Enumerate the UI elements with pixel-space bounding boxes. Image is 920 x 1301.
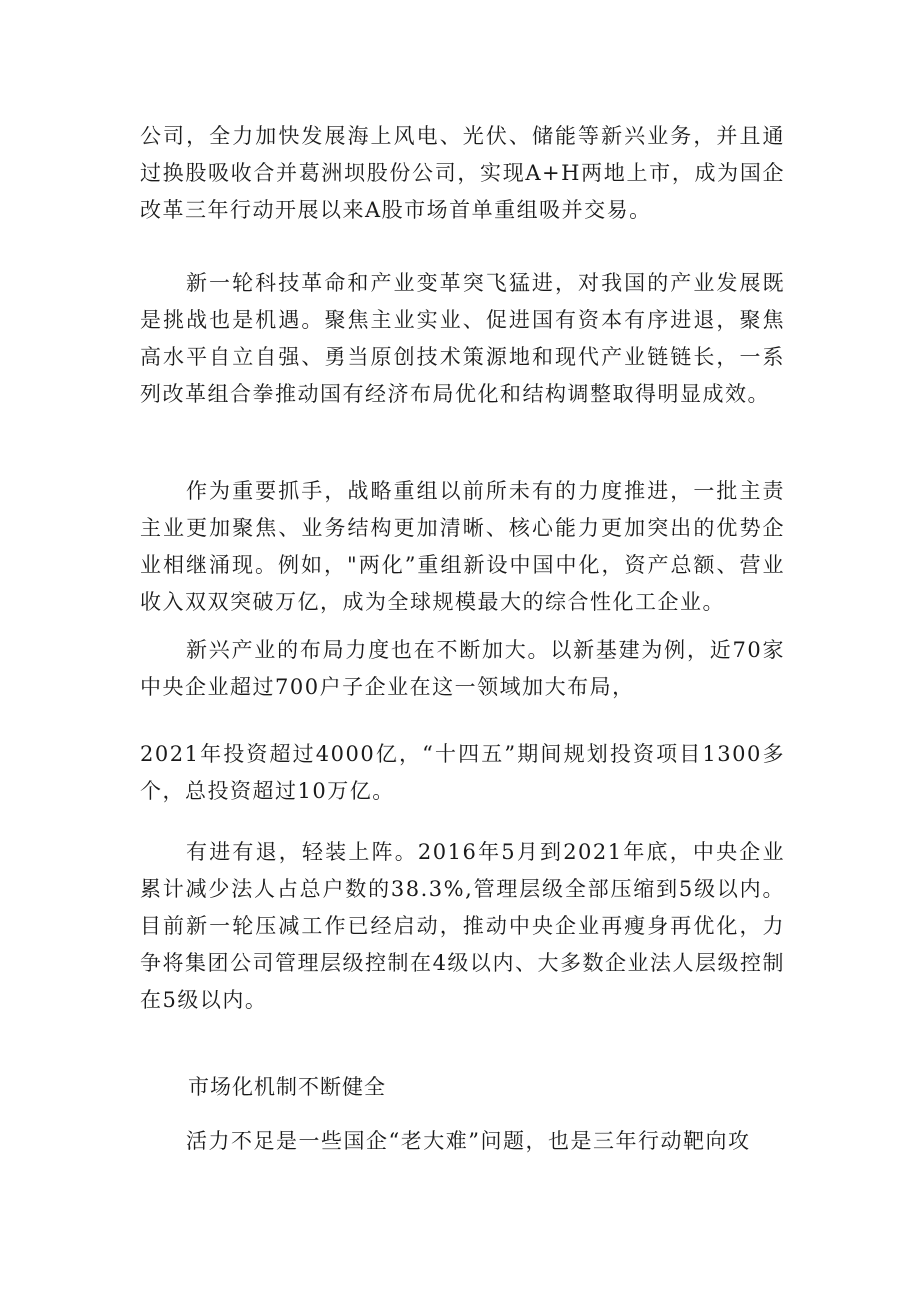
paragraph-5: 2021年投资超过4000亿，“十四五”期间规划投资项目1300多个，总投资超过10万亿。 bbox=[140, 742, 785, 803]
paragraph-3: 作为重要抓手，战略重组以前所未有的力度推进，一批主责主业更加聚焦、业务结构更加清晰、核心能力更加突出的优势企业相继涌现。例如，"两化”重组新设中国中化，资产总额、营业收入双双突破万亿，成为全球规模最大的综合性化工企业。 bbox=[140, 479, 785, 614]
paragraph-4: 新兴产业的布局力度也在不断加大。以新基建为例，近70家中央企业超过700户子企业在这一领域加大布局， bbox=[140, 638, 785, 699]
paragraph-7: 活力不足是一些国企“老大难”问题，也是三年行动靶向攻 bbox=[186, 1129, 751, 1153]
paragraph-6: 有进有退，轻装上阵。2016年5月到2021年底，中央企业累计减少法人占总户数的38.3%,管理层级全部压缩到5级以内。目前新一轮压减工作已经启动，推动中央企业再瘦身再优化，力争将集团公司管理层级控制在4级以内、大多数企业法人层级控制在5级以内。 bbox=[140, 840, 785, 1012]
paragraph-2: 新一轮科技革命和产业变革突飞猛进，对我国的产业发展既是挑战也是机遇。聚焦主业实业、促进国有资本有序进退，聚焦高水平自立自强、勇当原创技术策源地和现代产业链链长，一系列改革组合拳推动国有经济布局优化和结构调整取得明显成效。 bbox=[140, 271, 785, 406]
paragraph-1: 公司，全力加快发展海上风电、光伏、储能等新兴业务，并且通过换股吸收合并葛洲坝股份公司，实现A+H两地上市，成为国企改革三年行动开展以来A股市场首单重组吸并交易。 bbox=[140, 124, 785, 222]
section-heading: 市场化机制不断健全 bbox=[188, 1075, 386, 1099]
